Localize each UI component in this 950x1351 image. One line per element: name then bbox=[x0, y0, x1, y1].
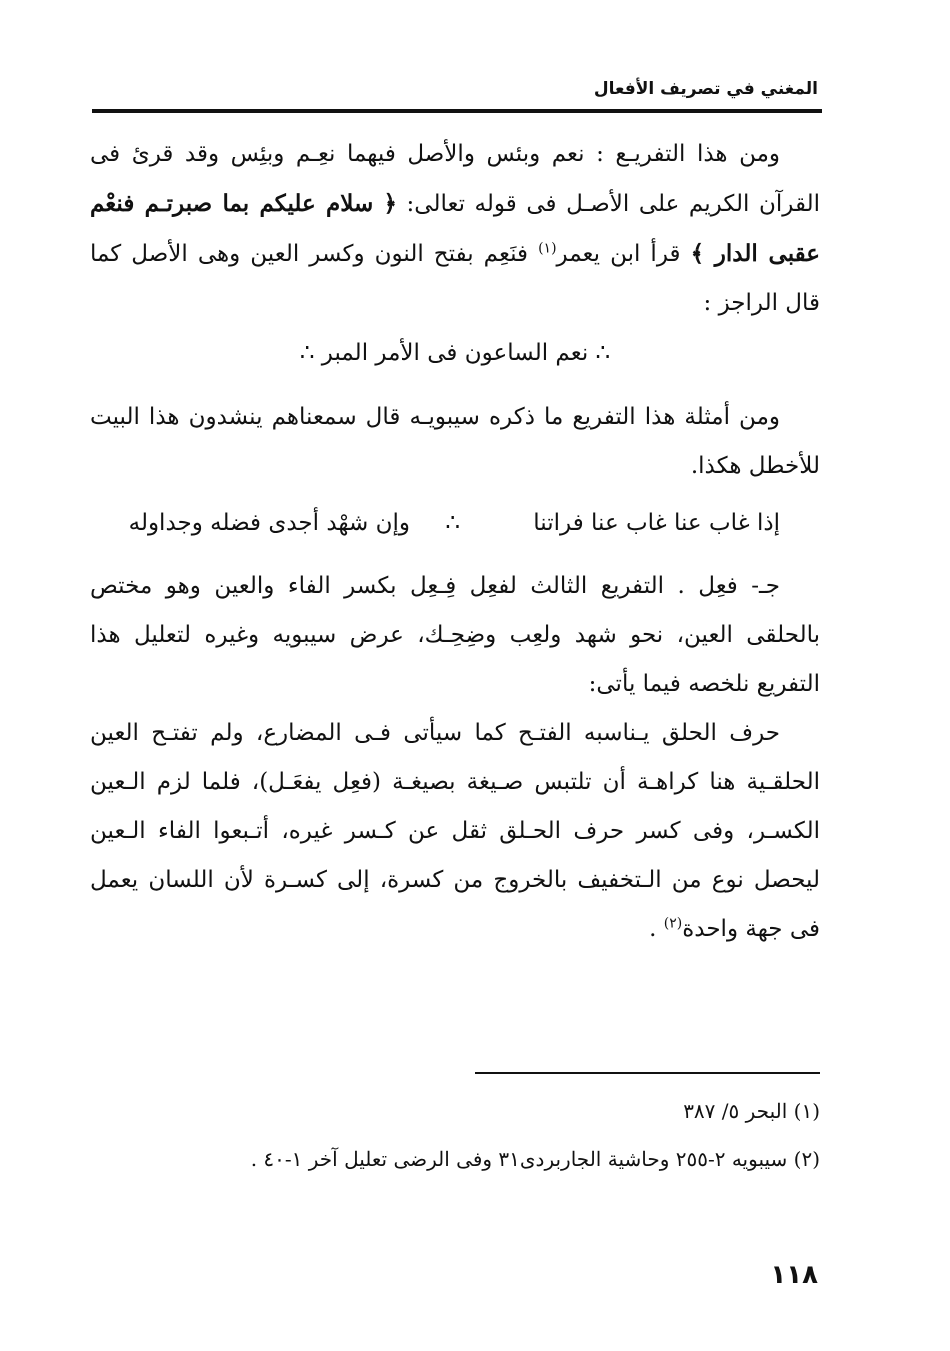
quran-quote: ﴿ سلام عليكم بما صبرتـم فنعْم عقبى الدار ﴾ bbox=[90, 190, 820, 267]
footnote-ref-1[interactable]: (١) bbox=[538, 240, 557, 257]
verse-line: ∴ نعم الساعون فى الأمر المبر ∴ bbox=[299, 340, 611, 366]
paragraph-4 bbox=[90, 709, 820, 954]
footnote-rule bbox=[475, 1072, 820, 1074]
header-rule bbox=[92, 109, 822, 113]
paragraph-1-intro: ومن هذا التفريـع : نعم وبئس والأصل فيهما نعِـم وبئِس وقد قرئ فى القرآن الكريم على الأصـل فى قوله تعالى: bbox=[90, 141, 820, 217]
poetry-line bbox=[90, 500, 820, 546]
poetry-second-hemistich: وإن شهْد أجدى فضله وجداوله bbox=[128, 510, 410, 536]
poetry-first-hemistich: إذا غاب عنا غاب عنا فراتنا bbox=[533, 510, 780, 536]
running-header-title: المغني في تصريف الأفعال bbox=[593, 79, 818, 99]
paragraph-2: ومن أمثلة هذا التفريع ما ذكره سيبويـه قال سمعناهم ينشدون هذا البيت للأخطل هكذا. bbox=[90, 404, 820, 479]
poetry-separator: ∴ bbox=[445, 510, 460, 536]
paragraph-1-tail: فنَعِم بفتح النون وكسر العين وهى الأصل كما قال الراجز : bbox=[90, 241, 820, 316]
footnote-2: (٢) سيبويه ٢-٢٥٥ وحاشية الجاربردى٣١ وفى الرضى تعليل آخر ١-٤٠ . bbox=[250, 1147, 820, 1171]
footnote-ref-2[interactable]: (٢) bbox=[663, 915, 683, 932]
paragraph-1 bbox=[90, 130, 820, 328]
paragraph-3: جـ- فعِل . التفريع الثالث لفعِل فِـعِل بكسر الفاء والعين وهو مختص بالحلقى العين، نحو شهد ولعِب وضِحِـك، عرض سيبويه وغيره لتعليل هذا التفريع نلخصه فيما يأتى: bbox=[90, 573, 820, 697]
page-number: ١١٨ bbox=[770, 1260, 818, 1290]
footnote-1: (١) البحر ٥/ ٣٨٧ bbox=[683, 1099, 820, 1123]
paragraph-1-after: قرأ ابن يعمر bbox=[556, 241, 691, 267]
paragraph-4-text: حرف الحلق يـناسبه الفتـح كما سيأتى فـى المضارع، ولم تفتـح العين الحلقـية هنا كراهـة أن تلتبس صـيغة بصيغـة (فعِل يفعَـل)، فلما لزم الـعين الكسـر، وفى كسر حرف الحـلق ثقل عن كـسر غيره، أتـبعوا الفاء الـعين ليحصل نوع من الـتخفيف بالخروج من كسرة، إلى كسـرة لأن اللسان يعمل فى جهة واحدة bbox=[90, 720, 820, 942]
paragraph-4-end: . bbox=[649, 916, 664, 942]
